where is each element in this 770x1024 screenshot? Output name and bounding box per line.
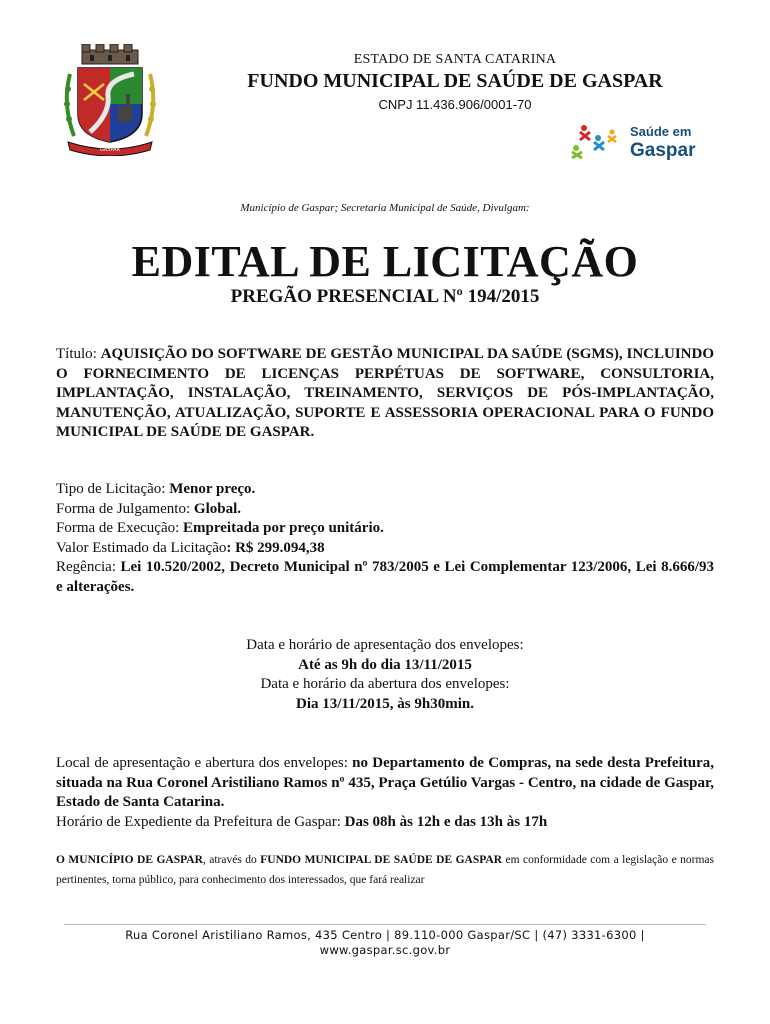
- page-footer: [0, 928, 770, 958]
- valor-label: Valor Estimado da Licitação: [56, 539, 227, 556]
- local-section: [56, 754, 714, 832]
- local-value: no Departamento de Compras, na sede desta Prefeitura, situada na Rua Coronel Aristiliano Ramos nº 435, Praça Getúlio Vargas - Centro, na cidade de Gaspar, Estado de Santa Catarina.: [56, 755, 714, 810]
- saude-logo-line2: Gaspar: [630, 140, 696, 161]
- horario-value: Das 08h às 12h e das 13h às 17h: [344, 813, 548, 830]
- document-title: EDITAL DE LICITAÇÃO: [131, 237, 639, 286]
- dates-section: [56, 636, 714, 714]
- abertura-label: Data e horário da abertura dos envelopes:: [260, 676, 510, 692]
- execucao-line: [56, 519, 714, 539]
- apresentacao-value: Até as 9h do dia 13/11/2015: [298, 656, 472, 673]
- horario-label: Horário de Expediente da Prefeitura de Gaspar:: [56, 813, 345, 830]
- footer-divider: [64, 924, 706, 925]
- object-value: AQUISIÇÃO DO SOFTWARE DE GESTÃO MUNICIPAL DA SAÚDE (SGMS), INCLUINDO O FORNECIMENTO DE LICENÇAS PERPÉTUAS DE SOFTWARE, CONSULTORIA, IMPLANTAÇÃO, INSTALAÇÃO, TREINAMENTO, SERVIÇOS DE PÓS-IMPLANTAÇÃO, MANUTENÇÃO, ATUALIZAÇÃO, SUPORTE E ASSESSORIA OPERACIONAL PARA O FUNDO MUNICIPAL DE SAÚDE DE GASPAR.: [56, 346, 714, 440]
- object-paragraph: [56, 345, 714, 443]
- abertura-value: Dia 13/11/2015, às 9h30min.: [296, 695, 474, 712]
- local-line: [56, 754, 714, 813]
- execucao-label: Forma de Execução:: [56, 520, 184, 536]
- preamble-municipio: O MUNICÍPIO DE GASPAR: [56, 854, 203, 866]
- tipo-label: Tipo de Licitação:: [56, 481, 170, 497]
- specs-section: [56, 480, 714, 597]
- valor-value: : R$ 299.094,38: [226, 539, 325, 556]
- footer-address: Rua Coronel Aristiliano Ramos, 435 Centro | 89.110-000 Gaspar/SC | (47) 3331-6300 |: [125, 928, 645, 942]
- cnpj: CNPJ 11.436.906/0001-70: [378, 97, 532, 112]
- regencia-label: Regência:: [56, 559, 121, 575]
- intro-line: Município de Gaspar; Secretaria Municipal de Saúde, Divulgam:: [240, 202, 530, 214]
- tipo-value: Menor preço.: [169, 481, 256, 497]
- saude-logo-line1: Saúde em: [630, 124, 692, 139]
- state-name: ESTADO DE SANTA CATARINA: [353, 52, 557, 67]
- apresentacao-label: Data e horário de apresentação dos envelopes:: [246, 637, 524, 653]
- execucao-value: Empreitada por preço unitário.: [183, 520, 384, 536]
- regencia-value: Lei 10.520/2002, Decreto Municipal nº 783/2005 e Lei Complementar 123/2006, Lei 8.666/93 e alterações.: [56, 559, 714, 595]
- saude-em-gaspar-logo: [568, 118, 710, 162]
- document-subtitle: PREGÃO PRESENCIAL Nº 194/2015: [230, 286, 540, 307]
- preamble-text2: em conformidade com a legislação e normas pertinentes, torna público, para conhecimento dos interessados, que fará realizar: [56, 854, 714, 886]
- horario-line: [56, 813, 714, 833]
- preamble-fundo: FUNDO MUNICIPAL DE SAÚDE DE GASPAR: [260, 854, 503, 866]
- fund-name: FUNDO MUNICIPAL DE SAÚDE DE GASPAR: [247, 70, 663, 92]
- crest-ribbon-text: GASPAR: [99, 147, 121, 153]
- local-label: Local de apresentação e abertura dos envelopes:: [56, 755, 353, 771]
- object-label: Título:: [56, 346, 101, 362]
- letterhead: [160, 52, 750, 112]
- preamble-paragraph: [56, 850, 714, 890]
- julgamento-value: Global.: [193, 500, 242, 517]
- julgamento-line: [56, 500, 714, 520]
- preamble-text1: , através do: [202, 854, 261, 866]
- tipo-line: [56, 480, 714, 500]
- footer-website[interactable]: www.gaspar.sc.gov.br: [319, 943, 451, 957]
- valor-line: [56, 539, 714, 559]
- julgamento-label: Forma de Julgamento:: [56, 500, 194, 517]
- gaspar-coat-of-arms-logo: [60, 44, 160, 156]
- regencia-line: [56, 558, 714, 597]
